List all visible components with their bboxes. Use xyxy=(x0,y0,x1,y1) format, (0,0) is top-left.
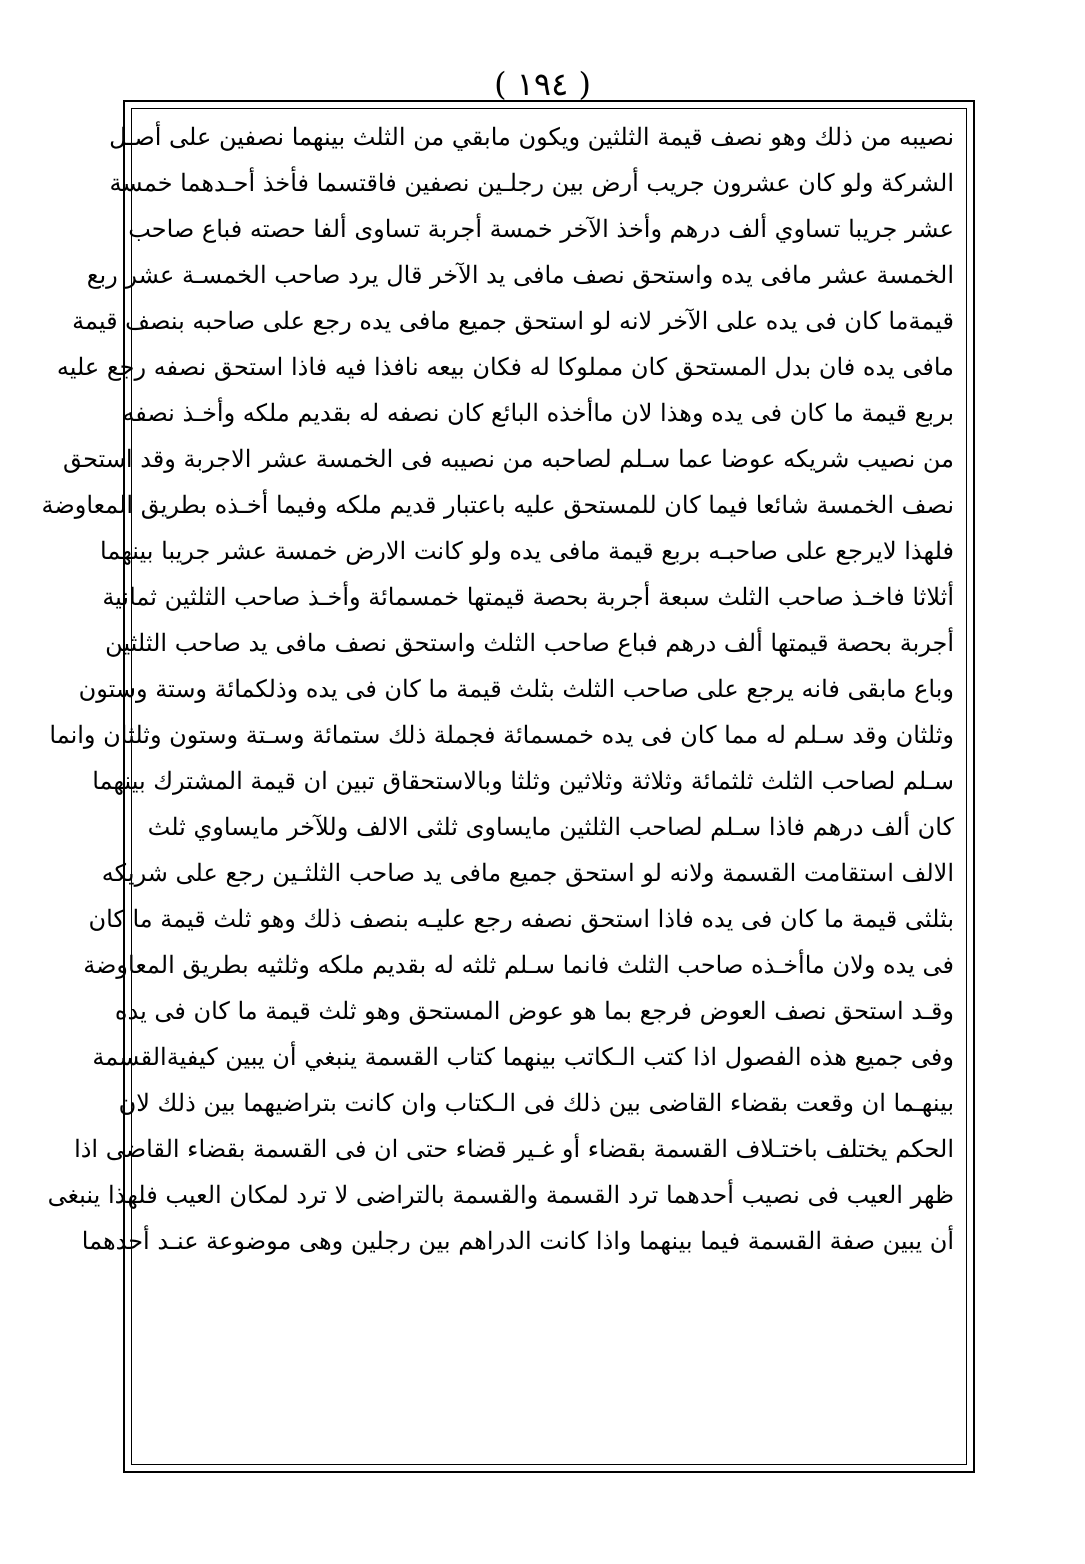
text-line: وثلثان وقد سـلم له مما كان فى يده خمسمائة فجملة ذلك ستمائة وسـتة وستون وثلثان وانما xyxy=(49,721,954,749)
text-line: بربع قيمة ما كان فى يده وهذا لان ماأخذه البائع كان نصفه له بقديم ملكه وأخـذ نصفه xyxy=(122,399,954,427)
text-line: مافى يده فان بدل المستحق كان مملوكا له فكان بيعه نافذا فيه فاذا استحق نصفه رجع عليه xyxy=(56,353,954,381)
text-line: الخمسة عشر مافى يده واستحق نصف مافى يد الآخر قال يرد صاحب الخمسـة عشر ربع xyxy=(86,261,954,289)
text-line: نصيبه من ذلك وهو نصف قيمة الثلثين ويكون مابقي من الثلث بينهما نصفين على أصـل xyxy=(109,123,954,151)
text-line: فى يده ولان ماأخـذه صاحب الثلث فانما سـلم ثلثه له بقديم ملكه وثلثيه بطريق المعاوضة xyxy=(83,951,954,979)
text-line: قيمةما كان فى يده على الآخر لانه لو استحق جميع مافى يده رجع على صاحبه بنصف قيمة xyxy=(72,307,954,335)
text-line: وفى جميع هذه الفصول اذا كتب الـكاتب بينهما كتاب القسمة ينبغي أن يبين كيفيةالقسمة xyxy=(92,1043,954,1071)
text-line: عشر جريبا تساوي ألف درهم وأخذ الآخر خمسة أجربة تساوى ألفا حصته فباع صاحب xyxy=(128,215,954,243)
text-line: من نصيب شريكه عوضا عما سـلم لصاحبه من نصيبه فى الخمسة عشر الاجربة وقد استحق xyxy=(63,445,954,473)
text-line: نصف الخمسة شائعا فيما كان للمستحق عليه باعتبار قديم ملكه وفيما أخـذه بطريق المعاوضة xyxy=(41,491,954,519)
text-line: أجربة بحصة قيمتها ألف درهم فباع صاحب الثلث واستحق نصف مافى يد صاحب الثلثين xyxy=(105,629,954,657)
text-line: أن يبين صفة القسمة فيما بينهما واذا كانت الدراهم بين رجلين وهى موضوعة عنـد أحدهما xyxy=(81,1227,954,1255)
text-line: الالف استقامت القسمة ولانه لو استحق جميع مافى يد صاحب الثلثـين رجع على شريكه xyxy=(101,859,954,887)
text-line: الحكم يختلف باختـلاف القسمة بقضاء أو غـير قضاء حتى ان فى القسمة بقضاء القاضى اذا xyxy=(74,1135,954,1163)
text-line: وباع مابقى فانه يرجع على صاحب الثلث بثلث قيمة ما كان فى يده وذلكمائة وستة وستون xyxy=(78,675,954,703)
text-line: أثلاثا فاخـذ صاحب الثلث سبعة أجربة بحصة قيمتها خمسمائة وأخـذ صاحب الثلثين ثمانية xyxy=(102,583,954,611)
text-line: سـلم لصاحب الثلث ثلثمائة وثلاثة وثلاثين وثلثا وبالاستحقاق تبين ان قيمة المشترك بينهما xyxy=(92,767,954,795)
text-line: بينهـما ان وقعت بقضاء القاضى بين ذلك فى الـكتاب وان كانت بتراضيهما بين ذلك لان xyxy=(118,1089,954,1117)
text-line: بثلثى قيمة ما كان فى يده فاذا استحق نصفه رجع عليـه بنصف ذلك وهو ثلث قيمة ما كان xyxy=(88,905,954,933)
text-line: فلهذا لايرجع على صاحبـه بربع قيمة مافى يده ولو كانت الارض خمسة عشر جريبا بينهما xyxy=(100,537,954,565)
text-line: وقـد استحق نصف العوض فرجع بما هو عوض المستحق وهو ثلث قيمة ما كان فى يده xyxy=(114,997,954,1025)
text-line: الشركة ولو كان عشرون جريب أرض بين رجلـين نصفين فاقتسما فأخذ أحـدهما خمسة xyxy=(109,169,954,197)
page-number: ( ١٩٤ ) xyxy=(494,65,591,103)
text-line: كان ألف درهم فاذا سـلم لصاحب الثلثين مايساوى ثلثى الالف وللآخر مايساوي ثلث xyxy=(147,813,954,841)
text-block xyxy=(41,114,954,1264)
text-line: ظهر العيب فى نصيب أحدهما ترد القسمة والقسمة بالتراضى لا ترد لمكان العيب فلهذا ينبغى xyxy=(47,1181,954,1209)
